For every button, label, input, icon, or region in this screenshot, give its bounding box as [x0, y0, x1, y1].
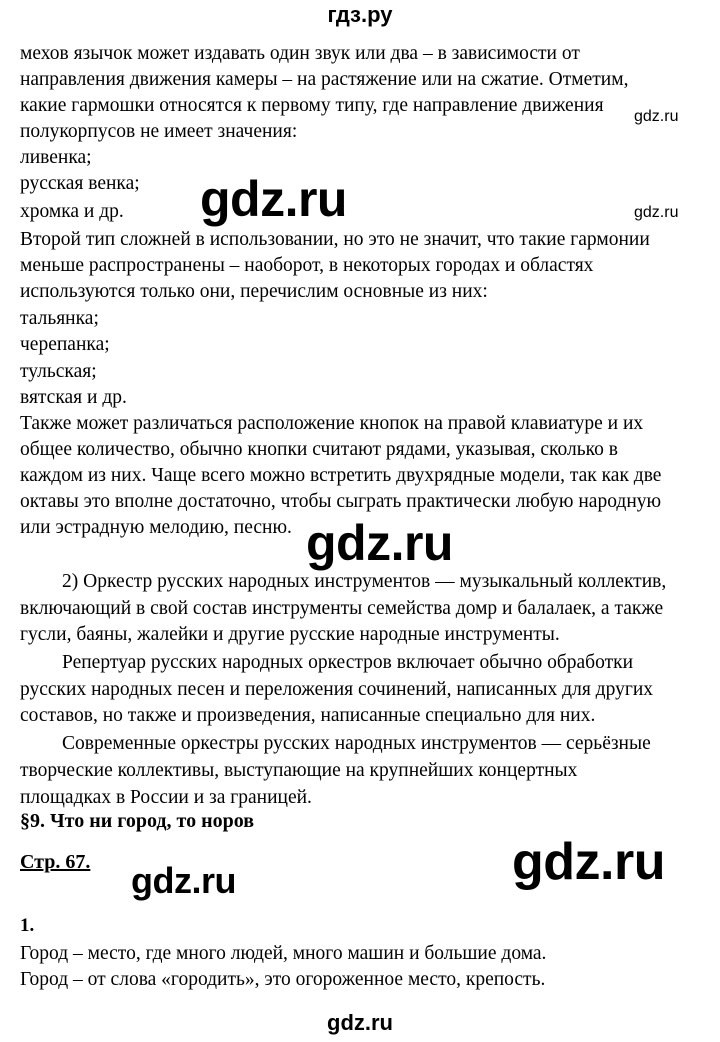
list-item: хромка и др.	[20, 201, 124, 222]
text-line: или эстрадную мелодию, песню.	[20, 517, 292, 538]
page-reference: Стр. 67.	[20, 851, 91, 873]
task-number: 1.	[20, 915, 35, 936]
list-item: черепанка;	[20, 334, 110, 355]
list-item: вятская и др.	[20, 387, 127, 408]
list-item: ливенка;	[20, 147, 92, 168]
text-line: используются только они, перечислим основные из них:	[20, 281, 488, 302]
list-item: русская венка;	[20, 173, 140, 194]
text-line: какие гармошки относятся к первому типу, где направление движения	[20, 95, 604, 116]
text-line: русских народных песен и переложения сочинений, написанных для других	[20, 679, 654, 700]
text-line: Второй тип сложней в использовании, но это не значит, что такие гармонии	[20, 229, 650, 250]
text-line: общее количество, обычно кнопки считают рядами, указывая, сколько в	[20, 439, 618, 460]
list-item: тульская;	[20, 361, 97, 382]
watermark: gdz.ru	[131, 860, 236, 901]
text-line: каждом из них. Чаще всего можно встретить двухрядные модели, так как две	[20, 465, 662, 486]
text-line: Также может различаться расположение кнопок на правой клавиатуре и их	[20, 413, 644, 434]
watermark: gdz.ru	[200, 171, 347, 227]
text-line: гусли, баяны, жалейки и другие русские народные инструменты.	[20, 624, 560, 645]
text-line: Репертуар русских народных оркестров включает обычно обработки	[62, 652, 634, 673]
answer-line: Город – от слова «городить», это огороженное место, крепость.	[20, 969, 546, 990]
text-line: 2) Оркестр русских народных инструментов — музыкальный коллектив,	[62, 571, 667, 592]
text-line: творческие коллективы, выступающие на крупнейших концертных	[20, 760, 578, 781]
text-line: полукорпусов не имеет значения:	[20, 121, 298, 142]
text-line: площадках в России и за границей.	[20, 787, 312, 808]
text-line: включающий в свой состав инструменты семейства домр и балалаек, а также	[20, 598, 664, 619]
watermark: gdz.ru	[634, 108, 679, 125]
text-line: меньше распространены – наоборот, в некоторых городах и областях	[20, 255, 594, 276]
site-footer: gdz.ru	[327, 1010, 393, 1035]
watermark: gdz.ru	[306, 515, 453, 571]
watermark: gdz.ru	[634, 204, 679, 221]
answer-line: Город – место, где много людей, много машин и большие дома.	[20, 943, 547, 964]
text-line: мехов язычок может издавать один звук или два – в зависимости от	[20, 43, 580, 64]
section-heading: §9. Что ни город, то норов	[20, 810, 255, 832]
text-line: октавы это вполне достаточно, чтобы сыграть практически любую народную	[20, 491, 662, 512]
text-line: Современные оркестры русских народных инструментов — серьёзные	[62, 733, 651, 754]
watermark: gdz.ru	[512, 833, 665, 891]
site-header: гдз.ру	[327, 2, 393, 27]
text-line: направления движения камеры – на растяжение или на сжатие. Отметим,	[20, 69, 629, 90]
list-item: тальянка;	[20, 308, 99, 329]
text-line: составов, но также и произведения, написанные специально для них.	[20, 705, 596, 726]
